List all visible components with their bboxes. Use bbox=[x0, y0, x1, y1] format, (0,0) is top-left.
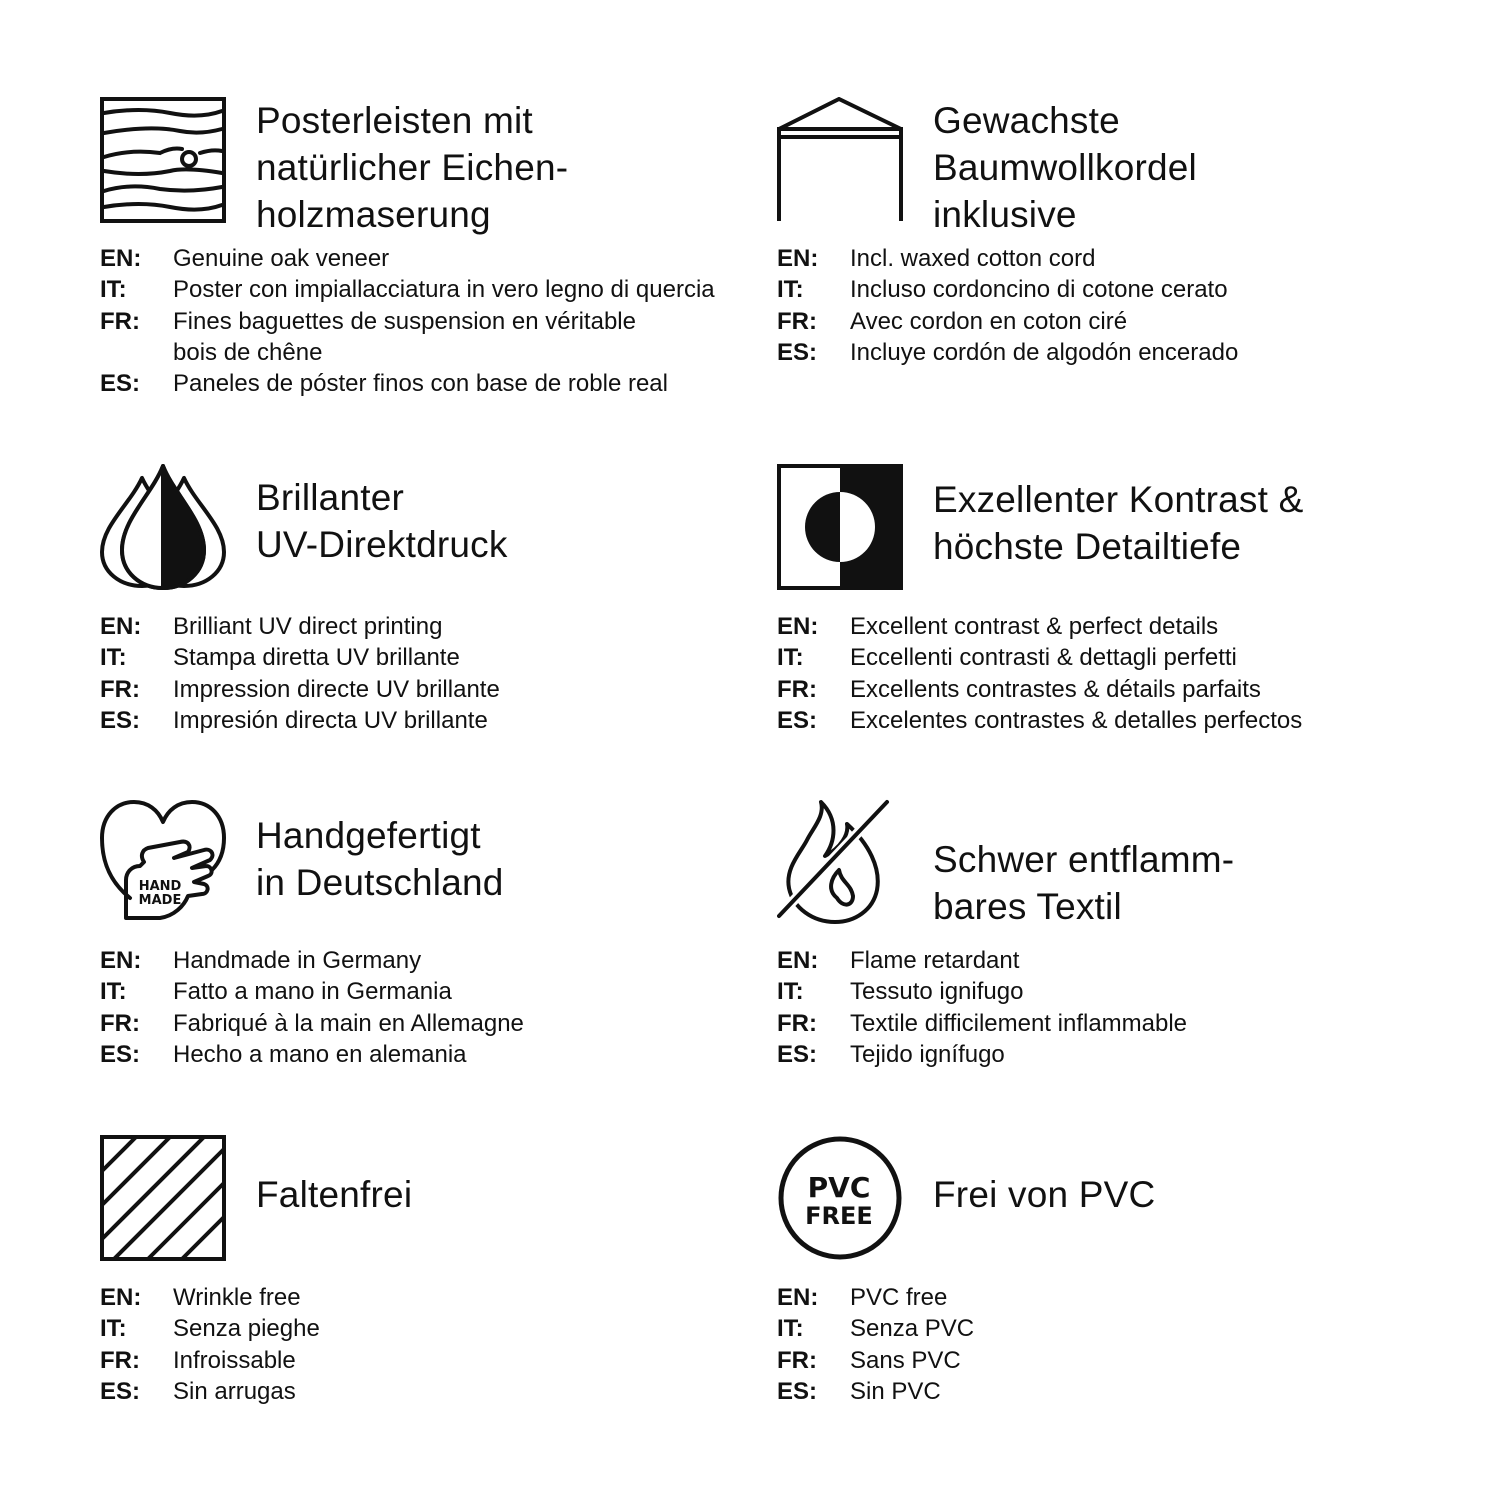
translation-text: Incluye cordón de algodón encerado bbox=[850, 338, 1239, 366]
translation-row-fr bbox=[100, 674, 760, 705]
pvc-free-badge-icon bbox=[777, 1135, 903, 1261]
diagonal-lines-icon bbox=[100, 1135, 226, 1261]
translation-text: Paneles de póster finos con base de roble real bbox=[173, 370, 668, 398]
translation-text: Excelentes contrastes & detalles perfectos bbox=[850, 706, 1303, 734]
translation-text: Infroissable bbox=[173, 1346, 296, 1374]
language-code: FR: bbox=[100, 307, 140, 335]
translation-text: Impression directe UV brillante bbox=[173, 675, 500, 703]
language-code: ES: bbox=[777, 706, 818, 734]
translation-row-it bbox=[777, 642, 1437, 673]
language-code: FR: bbox=[777, 307, 817, 335]
translation-row-fr bbox=[777, 1008, 1437, 1039]
translation-text: Senza PVC bbox=[850, 1315, 975, 1343]
translation-row-it bbox=[777, 274, 1437, 305]
translation-row-fr bbox=[777, 1345, 1437, 1376]
feature-title: Gewachste Baumwollkordel inklusive bbox=[933, 100, 1197, 235]
translation-row-it bbox=[777, 1313, 1437, 1344]
translation-row-en bbox=[777, 243, 1437, 274]
hanger-cord-icon bbox=[777, 97, 903, 223]
translations-list bbox=[100, 243, 760, 399]
translation-text: Sin PVC bbox=[850, 1377, 941, 1405]
translation-text: Stampa diretta UV brillante bbox=[173, 644, 460, 672]
translation-row-en bbox=[777, 1282, 1437, 1313]
translation-row-en bbox=[100, 611, 760, 642]
translation-row-en bbox=[100, 243, 760, 274]
feature-title: Brillanter UV-Direktdruck bbox=[256, 477, 508, 565]
translation-row-it bbox=[100, 274, 760, 305]
translations-list bbox=[777, 243, 1437, 368]
language-code: ES: bbox=[100, 1377, 141, 1405]
translations-list bbox=[100, 611, 760, 736]
translation-row-fr bbox=[777, 306, 1437, 337]
feature-title: Frei von PVC bbox=[933, 1174, 1156, 1215]
language-code: FR: bbox=[100, 675, 140, 703]
language-code: IT: bbox=[100, 1315, 127, 1343]
translation-text: PVC free bbox=[850, 1284, 948, 1311]
language-code: FR: bbox=[777, 1346, 817, 1374]
translation-text: Eccellenti contrasti & dettagli perfetti bbox=[850, 644, 1237, 672]
translation-text: Excellent contrast & perfect details bbox=[850, 613, 1219, 640]
language-code: FR: bbox=[777, 675, 817, 703]
translation-text: Hecho a mano en alemania bbox=[173, 1040, 467, 1068]
language-code: EN: bbox=[777, 1284, 819, 1311]
wood-grain-icon bbox=[100, 97, 226, 223]
translation-row-fr bbox=[100, 1345, 760, 1376]
translation-row-en bbox=[100, 945, 760, 976]
ink-drops-icon bbox=[100, 464, 226, 590]
language-code: IT: bbox=[777, 276, 804, 304]
translation-row-en bbox=[777, 945, 1437, 976]
handmade-icon-text-2: MADE bbox=[138, 893, 182, 908]
translation-row-es bbox=[100, 1039, 760, 1070]
translation-row-es bbox=[777, 1376, 1437, 1407]
translation-row-fr bbox=[100, 1008, 760, 1039]
translation-text: Sin arrugas bbox=[173, 1377, 296, 1405]
language-code: ES: bbox=[777, 1377, 818, 1405]
translation-text: Textile difficilement inflammable bbox=[850, 1009, 1188, 1037]
language-code: EN: bbox=[100, 1284, 142, 1311]
translation-text: Fatto a mano in Germania bbox=[173, 978, 452, 1006]
pvc-icon-text-1: PVC bbox=[807, 1171, 871, 1204]
translation-text: Fabriqué à la main en Allemagne bbox=[173, 1009, 524, 1037]
translation-text: Poster con impiallacciatura in vero legno di quercia bbox=[173, 276, 715, 304]
feature-title: Posterleisten mit natürlicher Eichen- holzmaserung bbox=[256, 100, 569, 235]
translation-row-it bbox=[777, 976, 1437, 1007]
translation-text: Incl. waxed cotton cord bbox=[850, 245, 1096, 272]
translation-text: Flame retardant bbox=[850, 947, 1020, 974]
language-code: FR: bbox=[777, 1009, 817, 1037]
translation-row-es bbox=[100, 705, 760, 736]
no-flame-icon bbox=[777, 798, 903, 924]
translation-row-es bbox=[100, 1376, 760, 1407]
translation-text: Genuine oak veneer bbox=[173, 245, 390, 272]
translation-text: Handmade in Germany bbox=[173, 947, 422, 974]
language-code: EN: bbox=[100, 947, 142, 974]
translation-row-it bbox=[100, 976, 760, 1007]
language-code: ES: bbox=[777, 338, 818, 366]
language-code: IT: bbox=[100, 276, 127, 304]
language-code: IT: bbox=[777, 644, 804, 672]
translation-row-es bbox=[777, 1039, 1437, 1070]
translations-list bbox=[777, 611, 1437, 736]
translations-list bbox=[100, 1282, 760, 1407]
language-code: EN: bbox=[100, 245, 142, 272]
translation-row-es bbox=[777, 337, 1437, 368]
translation-row-it bbox=[100, 1313, 760, 1344]
translation-row-fr bbox=[777, 674, 1437, 705]
language-code: IT: bbox=[777, 1315, 804, 1343]
translation-row-en bbox=[100, 1282, 760, 1313]
language-code: EN: bbox=[777, 613, 819, 640]
handmade-icon-text-1: HAND bbox=[138, 879, 182, 894]
language-code: ES: bbox=[777, 1040, 818, 1068]
translation-row-fr bbox=[100, 306, 760, 369]
translation-text: Fines baguettes de suspension en véritable bois de chêne bbox=[173, 307, 636, 366]
feature-title: Handgefertigt in Deutschland bbox=[256, 815, 504, 903]
handmade-heart-icon bbox=[100, 798, 226, 924]
translation-row-it bbox=[100, 642, 760, 673]
language-code: FR: bbox=[100, 1346, 140, 1374]
translation-text: Senza pieghe bbox=[173, 1315, 320, 1343]
translation-text: Excellents contrastes & détails parfaits bbox=[850, 675, 1261, 703]
translation-text: Sans PVC bbox=[850, 1346, 961, 1374]
translation-text: Avec cordon en coton ciré bbox=[850, 307, 1128, 335]
translation-row-es bbox=[777, 705, 1437, 736]
translations-list bbox=[777, 945, 1437, 1070]
feature-title: Faltenfrei bbox=[256, 1174, 413, 1215]
language-code: ES: bbox=[100, 706, 141, 734]
translation-text: Incluso cordoncino di cotone cerato bbox=[850, 276, 1228, 304]
translations-list bbox=[777, 1282, 1437, 1407]
translation-text: Impresión directa UV brillante bbox=[173, 706, 488, 734]
translation-text: Tejido ignífugo bbox=[850, 1040, 1005, 1068]
translation-text: Tessuto ignifugo bbox=[850, 978, 1024, 1006]
language-code: EN: bbox=[100, 613, 142, 640]
language-code: ES: bbox=[100, 370, 141, 398]
language-code: ES: bbox=[100, 1040, 141, 1068]
translations-list bbox=[100, 945, 760, 1070]
translation-row-es bbox=[100, 368, 760, 399]
translation-row-en bbox=[777, 611, 1437, 642]
language-code: IT: bbox=[777, 978, 804, 1006]
contrast-icon bbox=[777, 464, 903, 590]
feature-title: Schwer entflamm- bares Textil bbox=[933, 839, 1235, 927]
pvc-icon-text-2: FREE bbox=[805, 1202, 873, 1230]
language-code: EN: bbox=[777, 947, 819, 974]
language-code: IT: bbox=[100, 978, 127, 1006]
translation-text: Brilliant UV direct printing bbox=[173, 613, 443, 640]
translation-text: Wrinkle free bbox=[173, 1284, 301, 1311]
language-code: EN: bbox=[777, 245, 819, 272]
language-code: IT: bbox=[100, 644, 127, 672]
language-code: FR: bbox=[100, 1009, 140, 1037]
feature-title: Exzellenter Kontrast & höchste Detailtiefe bbox=[933, 479, 1304, 567]
